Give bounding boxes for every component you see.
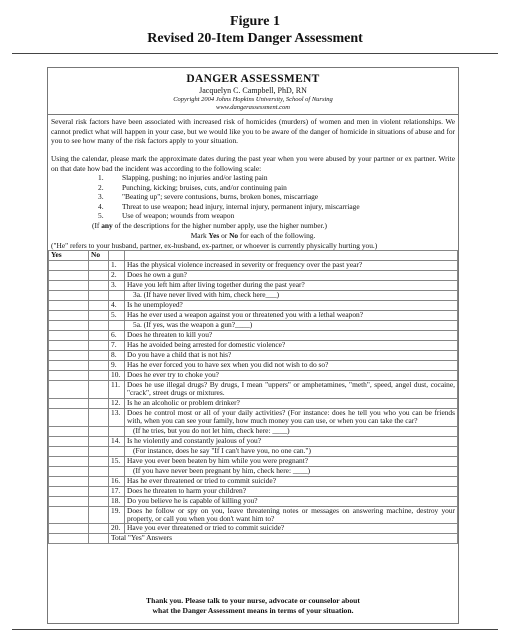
- question-row: [49, 301, 458, 311]
- question-subnote: 5a. (If yes, was the weapon a gun?____): [125, 321, 458, 331]
- yes-checkbox-cell[interactable]: [49, 524, 89, 534]
- question-text: Has he avoided being arrested for domestic violence?: [125, 341, 458, 351]
- blank-cell: [125, 251, 458, 261]
- total-yes-cell[interactable]: [49, 534, 89, 544]
- question-number: 8.: [109, 351, 125, 361]
- blank-cell: [89, 534, 109, 544]
- no-checkbox-cell: [89, 321, 109, 331]
- scale-number: 2.: [98, 182, 104, 192]
- question-number: 10.: [109, 371, 125, 381]
- no-checkbox-cell: [89, 446, 109, 456]
- yes-checkbox-cell[interactable]: [49, 476, 89, 486]
- scale-item: [98, 183, 360, 193]
- yes-checkbox-cell[interactable]: [49, 331, 89, 341]
- question-row: [49, 398, 458, 408]
- yes-checkbox-cell: [49, 291, 89, 301]
- thank-you-line: Thank you. Please talk to your nurse, advocate or counselor about: [146, 596, 360, 605]
- question-row: [49, 466, 458, 476]
- question-subnote: (If you have never been pregnant by him, check here: ____): [125, 466, 458, 476]
- scale-number: 4.: [98, 201, 104, 211]
- form-author: Jacquelyn C. Campbell, PhD, RN: [199, 86, 307, 95]
- question-text: Does he follow or spy on you, leave threatening notes or messages on answering machine, destroy your property, or call you when you don't want him to?: [125, 506, 458, 524]
- question-subnote: (If he tries, but you do not let him, check here: ____): [125, 426, 458, 436]
- bottom-divider: [12, 629, 498, 630]
- yes-checkbox-cell[interactable]: [49, 281, 89, 291]
- no-checkbox-cell[interactable]: [89, 371, 109, 381]
- yes-column-header: Yes: [49, 251, 89, 261]
- yes-checkbox-cell[interactable]: [49, 506, 89, 524]
- question-number: [109, 291, 125, 301]
- yes-checkbox-cell[interactable]: [49, 261, 89, 271]
- intro-paragraph: Several risk factors have been associated with increased risk of homicides (murders) of women and men in violent relationships. We cannot predict what will happen in your case, but we would like you to be aware of the danger of homicide in situations of abuse and for you to see how many of the risk factors apply to your situation.: [51, 117, 455, 146]
- question-text: Is he violently and constantly jealous of you?: [125, 436, 458, 446]
- yes-checkbox-cell[interactable]: [49, 351, 89, 361]
- yes-checkbox-cell[interactable]: [49, 381, 89, 399]
- severity-scale: [98, 173, 360, 221]
- question-row: [49, 341, 458, 351]
- no-checkbox-cell[interactable]: [89, 361, 109, 371]
- no-checkbox-cell[interactable]: [89, 476, 109, 486]
- no-checkbox-cell: [89, 291, 109, 301]
- question-text: Does he ever try to choke you?: [125, 371, 458, 381]
- figure-number: Figure 1: [230, 14, 280, 29]
- question-text: Does he threaten to kill you?: [125, 331, 458, 341]
- question-text: Has he ever threatened or tried to commit suicide?: [125, 476, 458, 486]
- question-row: [49, 271, 458, 281]
- no-column-header: No: [89, 251, 109, 261]
- scale-item: [98, 173, 360, 183]
- question-text: Have you ever threatened or tried to commit suicide?: [125, 524, 458, 534]
- question-number: [109, 446, 125, 456]
- question-number: 18.: [109, 496, 125, 506]
- yes-checkbox-cell[interactable]: [49, 398, 89, 408]
- question-row: [49, 351, 458, 361]
- yes-checkbox-cell[interactable]: [49, 311, 89, 321]
- no-checkbox-cell[interactable]: [89, 381, 109, 399]
- no-checkbox-cell[interactable]: [89, 524, 109, 534]
- no-checkbox-cell[interactable]: [89, 436, 109, 446]
- question-row: [49, 361, 458, 371]
- question-number: 3.: [109, 281, 125, 291]
- question-row: [49, 331, 458, 341]
- question-row: [49, 476, 458, 486]
- question-text: Does he use illegal drugs? By drugs, I mean "uppers" or amphetamines, "meth", speed, angel dust, cocaine, "crack", street drugs or mixtures.: [125, 381, 458, 399]
- question-number: 16.: [109, 476, 125, 486]
- danger-assessment-form: [47, 67, 459, 624]
- no-checkbox-cell[interactable]: [89, 496, 109, 506]
- pronoun-note: ("He" refers to your husband, partner, ex-husband, ex-partner, or whoever is currently physically hurting you.): [51, 241, 378, 250]
- no-checkbox-cell[interactable]: [89, 506, 109, 524]
- no-checkbox-cell[interactable]: [89, 341, 109, 351]
- calendar-instructions: Using the calendar, please mark the approximate dates during the past year when you were abused by your partner or ex partner. Write on that date how bad the incident was according to the following scale:: [51, 154, 455, 173]
- no-checkbox-cell[interactable]: [89, 486, 109, 496]
- no-checkbox-cell: [89, 466, 109, 476]
- yes-checkbox-cell[interactable]: [49, 408, 89, 426]
- no-checkbox-cell[interactable]: [89, 456, 109, 466]
- no-checkbox-cell[interactable]: [89, 408, 109, 426]
- no-checkbox-cell: [89, 426, 109, 436]
- question-number: 2.: [109, 271, 125, 281]
- yes-checkbox-cell[interactable]: [49, 456, 89, 466]
- question-text: Does he control most or all of your daily activities? (For instance: does he tell you who you can be friends with, when you can see your family, how much money you can use, or when you can take the car?: [125, 408, 458, 426]
- question-text: Does he threaten to harm your children?: [125, 486, 458, 496]
- header-divider: [48, 114, 458, 115]
- question-row: [49, 496, 458, 506]
- scale-number: 5.: [98, 211, 104, 221]
- form-website: www.dangerassessment.com: [216, 104, 290, 111]
- yes-checkbox-cell: [49, 321, 89, 331]
- question-text: Is he an alcoholic or problem drinker?: [125, 398, 458, 408]
- form-copyright: Copyright 2004 Johns Hopkins University, School of Nursing: [173, 96, 333, 103]
- yes-checkbox-cell[interactable]: [49, 361, 89, 371]
- question-number: 12.: [109, 398, 125, 408]
- table-header-row: [49, 251, 458, 261]
- question-row: [49, 506, 458, 524]
- total-row: [49, 534, 458, 544]
- no-checkbox-cell[interactable]: [89, 331, 109, 341]
- question-number: 15.: [109, 456, 125, 466]
- no-checkbox-cell[interactable]: [89, 271, 109, 281]
- scale-text: Threat to use weapon; head injury, internal injury, permanent injury, miscarriage: [122, 201, 360, 211]
- yes-checkbox-cell: [49, 466, 89, 476]
- yes-checkbox-cell[interactable]: [49, 341, 89, 351]
- question-row: [49, 381, 458, 399]
- no-checkbox-cell[interactable]: [89, 351, 109, 361]
- question-row: [49, 281, 458, 291]
- question-text: Is he unemployed?: [125, 301, 458, 311]
- question-row: [49, 261, 458, 271]
- question-row: [49, 436, 458, 446]
- no-checkbox-cell[interactable]: [89, 398, 109, 408]
- question-number: 20.: [109, 524, 125, 534]
- scale-item: [98, 211, 360, 221]
- question-number: 9.: [109, 361, 125, 371]
- yes-checkbox-cell[interactable]: [49, 486, 89, 496]
- question-subnote: (For instance, does he say "If I can't have you, no one can."): [125, 446, 458, 456]
- blank-cell: [109, 251, 125, 261]
- yes-checkbox-cell[interactable]: [49, 271, 89, 281]
- question-number: 7.: [109, 341, 125, 351]
- yes-checkbox-cell[interactable]: [49, 436, 89, 446]
- figure-title: Revised 20-Item Danger Assessment: [147, 31, 363, 46]
- questions-table: [48, 250, 458, 544]
- mark-instructions: Mark Yes or No for each of the following.: [190, 231, 316, 240]
- question-text: Do you believe he is capable of killing you?: [125, 496, 458, 506]
- question-subnote: 3a. (If have never lived with him, check here___): [125, 291, 458, 301]
- no-checkbox-cell[interactable]: [89, 281, 109, 291]
- question-row: [49, 486, 458, 496]
- question-row: [49, 311, 458, 321]
- yes-checkbox-cell[interactable]: [49, 301, 89, 311]
- question-row: [49, 426, 458, 436]
- question-text: Has the physical violence increased in severity or frequency over the past year?: [125, 261, 458, 271]
- top-divider: [12, 53, 498, 54]
- question-text: Have you left him after living together during the past year?: [125, 281, 458, 291]
- question-row: [49, 446, 458, 456]
- yes-checkbox-cell[interactable]: [49, 371, 89, 381]
- scale-text: Use of weapon; wounds from weapon: [122, 211, 235, 221]
- question-number: [109, 466, 125, 476]
- question-number: [109, 426, 125, 436]
- question-text: Do you have a child that is not his?: [125, 351, 458, 361]
- question-number: 4.: [109, 301, 125, 311]
- question-number: 11.: [109, 381, 125, 399]
- yes-checkbox-cell: [49, 426, 89, 436]
- yes-checkbox-cell: [49, 446, 89, 456]
- question-text: Has he ever forced you to have sex when you did not wish to do so?: [125, 361, 458, 371]
- question-row: [49, 456, 458, 466]
- question-text: Have you ever been beaten by him while you were pregnant?: [125, 456, 458, 466]
- question-text: Has he ever used a weapon against you or threatened you with a lethal weapon?: [125, 311, 458, 321]
- scale-number: 3.: [98, 192, 104, 202]
- question-number: 17.: [109, 486, 125, 496]
- question-number: 13.: [109, 408, 125, 426]
- question-row: [49, 371, 458, 381]
- question-row: [49, 291, 458, 301]
- scale-text: Punching, kicking; bruises, cuts, and/or continuing pain: [122, 182, 287, 192]
- question-number: 19.: [109, 506, 125, 524]
- scale-text: "Beating up"; severe contusions, burns, broken bones, miscarriage: [122, 192, 319, 202]
- form-title: DANGER ASSESSMENT: [186, 73, 320, 85]
- scale-item: [98, 192, 360, 202]
- scale-item: [98, 202, 360, 212]
- question-number: [109, 321, 125, 331]
- question-number: 1.: [109, 261, 125, 271]
- thank-you-line: what the Danger Assessment means in terms of your situation.: [152, 606, 354, 615]
- no-checkbox-cell[interactable]: [89, 301, 109, 311]
- question-text: Does he own a gun?: [125, 271, 458, 281]
- question-row: [49, 524, 458, 534]
- question-row: [49, 408, 458, 426]
- scale-note: (If any of the descriptions for the higher number apply, use the higher number.): [92, 221, 327, 230]
- question-row: [49, 321, 458, 331]
- question-number: 6.: [109, 331, 125, 341]
- thank-you-note: [48, 596, 458, 616]
- scale-number: 1.: [98, 173, 104, 182]
- yes-checkbox-cell[interactable]: [49, 496, 89, 506]
- total-yes-label: Total "Yes" Answers: [109, 534, 458, 544]
- question-number: 5.: [109, 311, 125, 321]
- no-checkbox-cell[interactable]: [89, 311, 109, 321]
- question-number: 14.: [109, 436, 125, 446]
- scale-text: Slapping, pushing; no injuries and/or lasting pain: [122, 173, 268, 182]
- no-checkbox-cell[interactable]: [89, 261, 109, 271]
